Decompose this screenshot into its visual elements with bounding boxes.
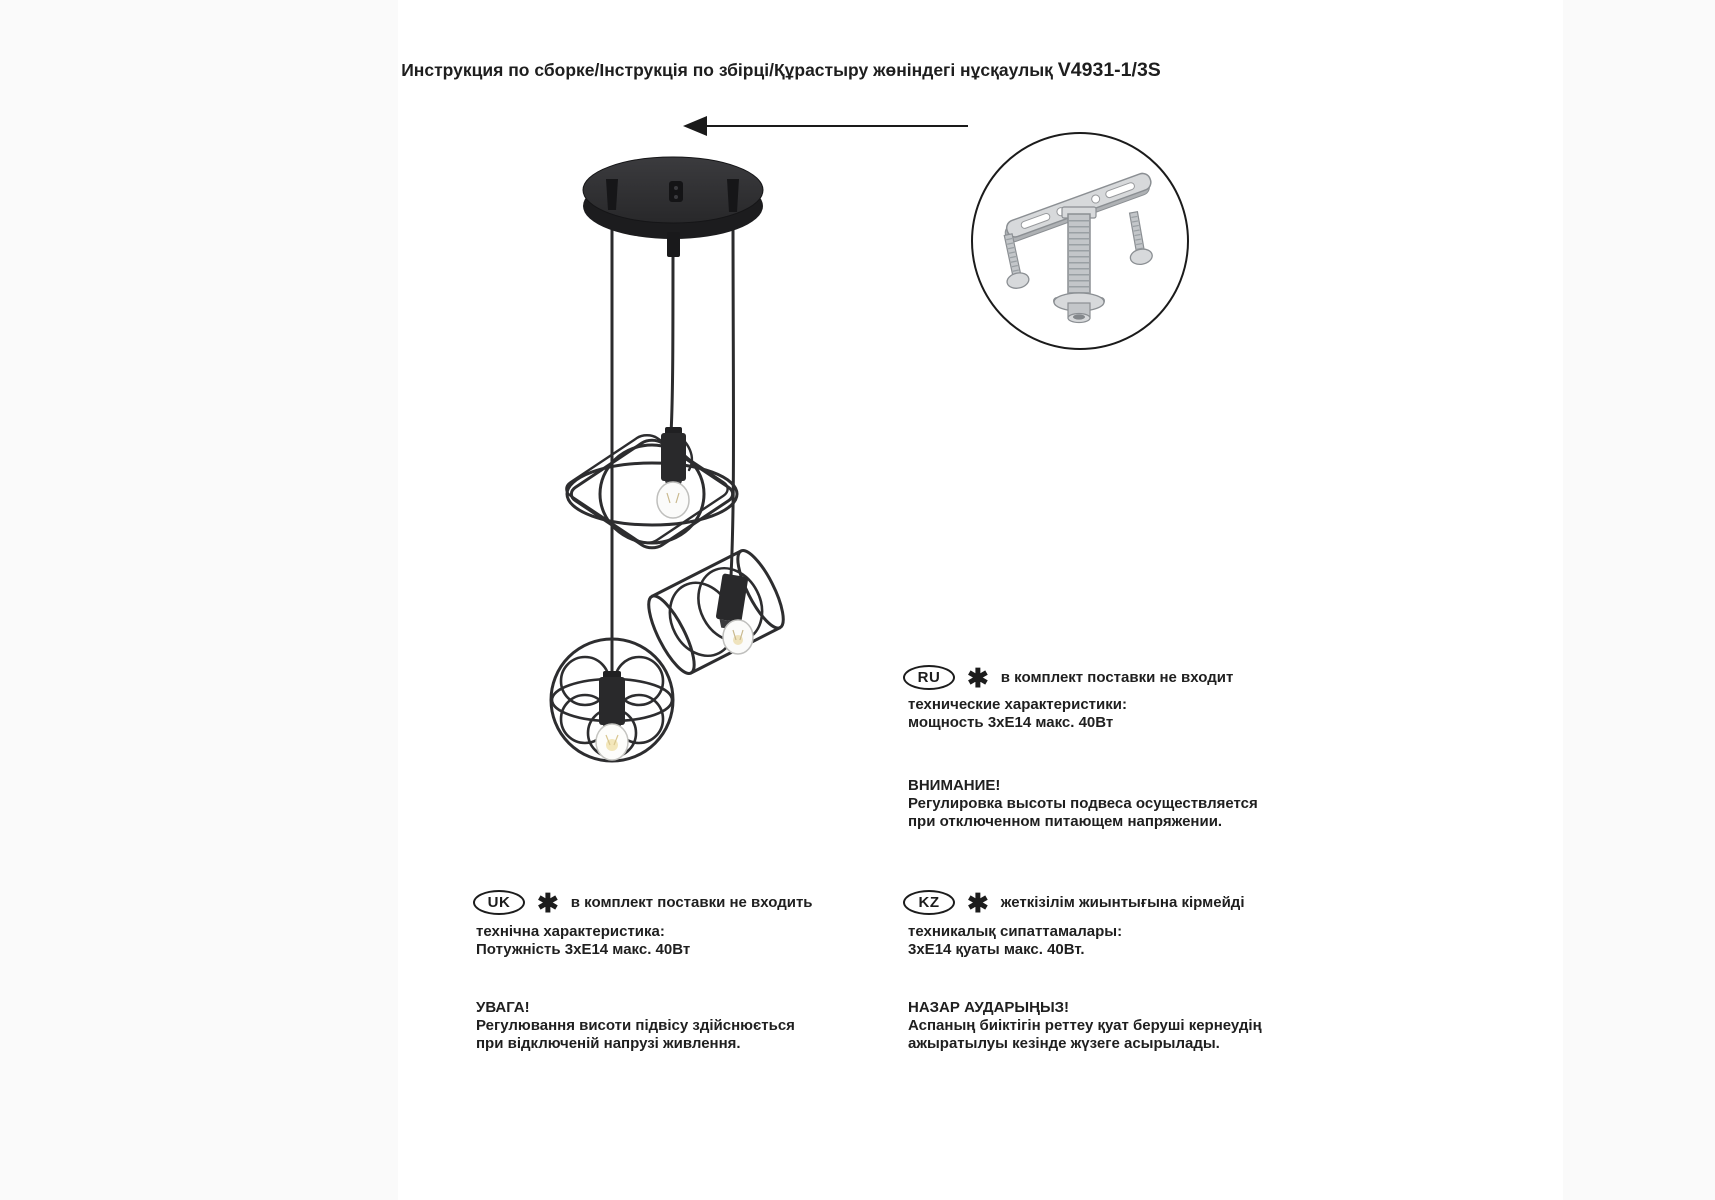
cage-diamond <box>560 431 738 551</box>
page-title <box>400 59 1162 82</box>
uk-warning <box>476 999 795 1053</box>
center-stem <box>667 232 680 257</box>
kz-note-row <box>903 887 1245 918</box>
cord-grip-right <box>727 179 739 212</box>
kz-specs-title: техникалық сипаттамалары: <box>908 923 1123 940</box>
bulb-middle <box>657 482 689 518</box>
kz-specs-power: 3хЕ14 қуаты макс. 40Вт. <box>908 941 1085 958</box>
uk-badge: UK <box>473 890 525 915</box>
page-left-margin <box>0 0 398 1200</box>
ru-specs-title: технические характеристики: <box>908 696 1127 713</box>
ru-note-row <box>903 662 1234 693</box>
ceiling-canopy <box>583 157 763 257</box>
kz-warning-line1: Аспаның биіктігін реттеу қуат беруші кернеудің <box>908 1017 1262 1034</box>
uk-note-row <box>473 887 813 918</box>
uk-specs <box>476 923 690 959</box>
socket-middle <box>661 427 686 489</box>
bulb-right <box>723 620 753 654</box>
kz-warning-line2: ажыратылуы кезінде жүзеге асырылады. <box>908 1035 1220 1052</box>
asterisk-icon: ✱ <box>537 887 559 918</box>
asterisk-icon: ✱ <box>967 662 989 693</box>
kz-badge: KZ <box>903 890 955 915</box>
ru-badge: RU <box>903 665 955 690</box>
ru-warning <box>908 777 1258 831</box>
kz-warning-title: НАЗАР АУДАРЫҢЫЗ! <box>908 999 1070 1016</box>
direction-arrow-icon <box>683 116 968 136</box>
uk-warning-title: УВАГА! <box>476 999 530 1016</box>
kz-note: жеткізілім жиынтығына кірмейді <box>1000 894 1245 911</box>
ru-specs-power: мощность 3хЕ14 макс. 40Вт <box>908 714 1114 731</box>
uk-warning-line1: Регулювання висоти підвісу здійснюється <box>476 1017 795 1034</box>
uk-specs-title: технічна характеристика: <box>476 923 665 940</box>
uk-specs-power: Потужність 3хЕ14 макс. 40Вт <box>476 941 691 958</box>
cord-right <box>731 204 734 576</box>
model-number: V4931-1/3S <box>1057 59 1161 81</box>
kz-specs <box>908 923 1122 959</box>
page-right-margin <box>1563 0 1715 1200</box>
bulb-bottom <box>596 724 628 760</box>
asterisk-icon: ✱ <box>967 887 989 918</box>
title-text: Инструкция по сборке/Інструкція по збірці/Құрастыру жөніндегі нұсқаулық <box>401 60 1053 80</box>
ru-note: в комплект поставки не входит <box>1000 669 1234 686</box>
cord-grip-left <box>606 179 618 210</box>
ru-warning-line1: Регулировка высоты подвеса осуществляется <box>908 795 1258 812</box>
cord-center <box>671 230 673 434</box>
cage-drum <box>640 545 791 679</box>
ru-warning-line2: при отключенном питающем напряжении. <box>908 813 1223 830</box>
uk-note: в комплект поставки не входить <box>570 894 813 911</box>
ru-specs <box>908 696 1127 732</box>
ru-warning-title: ВНИМАНИЕ! <box>908 777 1001 794</box>
kz-warning <box>908 999 1262 1053</box>
uk-warning-line2: при відключеній напрузі живлення. <box>476 1035 741 1052</box>
mounting-hardware-detail-circle <box>972 133 1188 349</box>
